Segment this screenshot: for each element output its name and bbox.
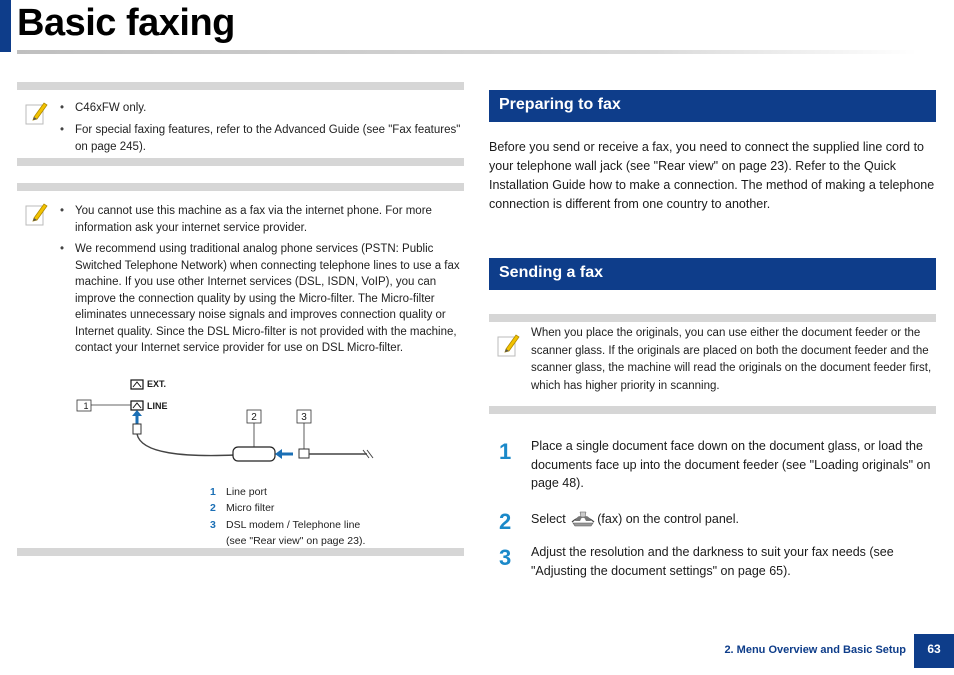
note-box-originals — [489, 314, 936, 414]
legend-text: DSL modem / Telephone line — [226, 519, 361, 531]
footer-chapter: 2. Menu Overview and Basic Setup — [724, 644, 906, 656]
ext-port-icon — [131, 380, 143, 389]
section-heading-sending: Sending a fax — [489, 258, 936, 290]
step-number: 3 — [499, 545, 512, 570]
legend-text-continued: (see "Rear view" on page 23). — [226, 535, 366, 547]
page-title: Basic faxing — [17, 2, 235, 44]
port-line-label: LINE — [147, 401, 168, 411]
note-box-internet-phone — [17, 183, 464, 556]
originals-note-text: When you place the originals, you can use either the document feeder or the scanner glass. If the originals are placed on both the document feeder and the scanner glass, the machine will read the originals on the document feeder first, which has higher priority in scanning. — [531, 327, 932, 392]
micro-filter-diagram — [75, 379, 395, 479]
rj11-plug — [133, 424, 141, 434]
callout-1-label: 1 — [83, 401, 89, 411]
title-accent-bar — [0, 0, 11, 52]
step-number: 1 — [499, 439, 512, 464]
port-ext-label: EXT. — [147, 379, 167, 389]
pencil-note-icon — [25, 201, 49, 227]
step-text-after: (fax) on the control panel. — [597, 512, 739, 526]
section-heading-preparing: Preparing to fax — [489, 90, 936, 122]
legend-item-2 — [210, 500, 410, 516]
page-number: 63 — [914, 634, 954, 668]
line-port-icon — [131, 401, 143, 410]
title-divider — [17, 50, 917, 54]
legend-text: Line port — [226, 486, 267, 498]
step-2-text — [531, 508, 936, 529]
step-text: Place a single document face down on the document glass, or load the documents face up into the document feeder (see "Loading originals" on page 48). — [531, 439, 931, 490]
note-bullet: • We recommend using traditional analog phone services (PSTN: Public Switched Telephone Network) when connecting telephone lines to use a fax machine. If you use other Internet services (DSL, ISDN, VoIP), you can improve the connection quality by using the Micro-filter. The Micro-filter eliminates unnecessary noise signals and improves connection quality or Internet quality. Since the DSL Micro-filter is not provided with the machine, contact your Internet service provider for use on DSL Micro-filter. — [75, 241, 463, 357]
note-bullet: • For special faxing features, refer to the Advanced Guide (see "Fax features" on page 245). — [75, 122, 463, 155]
legend-item-1 — [210, 484, 410, 500]
pencil-note-icon — [25, 100, 49, 126]
step-text: Adjust the resolution and the darkness to suit your fax needs (see "Adjusting the document settings" on page 65). — [531, 545, 894, 578]
legend-text: Micro filter — [226, 502, 275, 514]
legend-item-3 — [210, 517, 430, 549]
legend-number: 2 — [210, 502, 216, 514]
note-box-model — [17, 82, 464, 166]
step-text-before: Select — [531, 512, 566, 526]
note-bullet: • You cannot use this machine as a fax via the internet phone. For more information ask your internet service provider. — [75, 203, 463, 236]
pencil-note-icon — [497, 332, 521, 358]
preparing-body: Before you send or receive a fax, you need to connect the supplied line cord to your telephone wall jack (see "Rear view" on page 23). Refer to the Quick Installation Guide how to make a connection. The method of making a telephone connection is different from one country to another. — [489, 140, 935, 211]
step-number: 2 — [499, 509, 512, 534]
legend-number: 3 — [210, 519, 216, 531]
callout-3-label: 3 — [301, 412, 307, 423]
fax-icon — [569, 508, 597, 528]
legend-number: 1 — [210, 486, 216, 498]
callout-2-label: 2 — [251, 412, 257, 423]
line-plug — [299, 449, 309, 458]
note-bullet: • C46xFW only. — [75, 100, 463, 117]
micro-filter-shape — [233, 447, 275, 461]
